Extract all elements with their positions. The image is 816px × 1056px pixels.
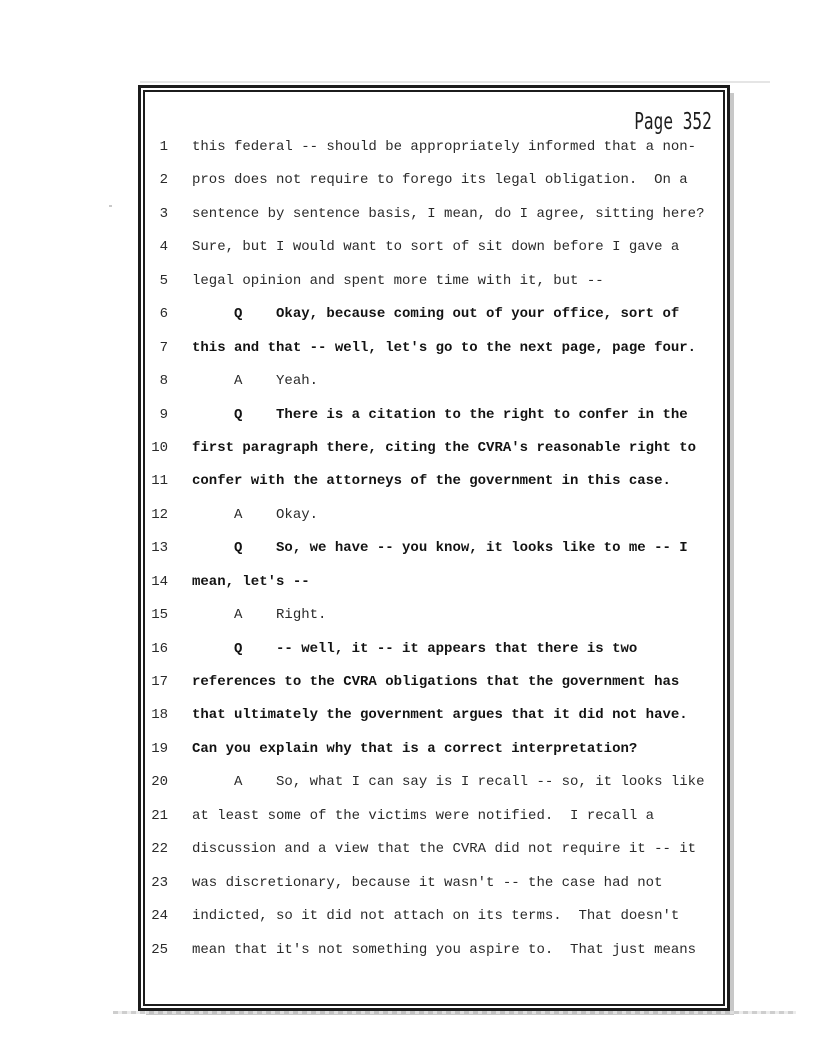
line-number: 11 [151,473,168,490]
line-number: 3 [159,205,168,222]
line-number: 19 [151,740,168,757]
line-text: A Yeah. [192,373,319,390]
line-text: A So, what I can say is I recall -- so, it looks like [192,774,705,791]
page-number-header: Page 352 [634,109,712,135]
line-text: pros does not require to forego its legal obligation. On a [192,172,688,189]
transcript-line [145,198,723,231]
line-text: Q Okay, because coming out of your office, sort of [192,306,680,323]
line-number: 25 [151,941,168,958]
line-number: 21 [151,807,168,824]
transcript-line [145,365,723,398]
line-text: this federal -- should be appropriately informed that a non- [192,139,697,155]
line-number: 12 [151,506,168,523]
line-text: Q There is a citation to the right to confer in the [192,406,688,423]
scan-artifact-bottom [113,1011,796,1014]
line-number: 16 [151,640,168,657]
transcript-line [145,633,723,666]
line-text: that ultimately the government argues that it did not have. [192,707,688,724]
line-text: indicted, so it did not attach on its terms. That doesn't [192,908,680,925]
transcript-line [145,265,723,298]
line-number: 17 [151,674,168,690]
line-text: discussion and a view that the CVRA did not require it -- it [192,841,697,858]
line-text: first paragraph there, citing the CVRA's reasonable right to [192,439,697,456]
transcript-line [145,432,723,465]
line-text: sentence by sentence basis, I mean, do I agree, sitting here? [192,205,705,222]
transcript-line [145,666,723,699]
line-number: 8 [159,373,168,390]
transcript-line [145,499,723,532]
line-number: 13 [151,540,168,557]
scan-artifact-top [140,81,770,83]
line-text: Sure, but I would want to sort of sit down before I gave a [192,239,680,256]
scan-speck [109,205,112,207]
line-text: confer with the attorneys of the government in this case. [192,473,671,490]
line-text: Q -- well, it -- it appears that there is two [192,640,638,657]
line-number: 5 [159,272,168,289]
transcript-line [145,332,723,365]
line-number: 23 [151,874,168,891]
line-number: 7 [159,339,168,356]
line-number: 24 [151,908,168,925]
line-text: mean that it's not something you aspire to. That just means [192,941,697,958]
line-text: Q So, we have -- you know, it looks like to me -- I [192,540,688,557]
line-text: was discretionary, because it wasn't -- the case had not [192,874,663,891]
line-text: this and that -- well, let's go to the next page, page four. [192,339,697,356]
line-text: A Right. [192,607,327,624]
transcript-line [145,867,723,900]
transcript-line [145,465,723,498]
line-number: 22 [151,841,168,858]
line-number: 9 [159,406,168,423]
transcript-line [145,800,723,833]
line-number: 14 [151,573,168,590]
line-text: mean, let's -- [192,573,310,590]
line-number: 20 [151,774,168,791]
transcript-line [145,833,723,866]
line-number: 1 [159,139,168,155]
line-number: 2 [159,172,168,189]
transcript-line [145,532,723,565]
line-number: 10 [151,439,168,456]
transcript-line [145,766,723,799]
line-text: at least some of the victims were notified. I recall a [192,807,655,824]
transcript-body [145,131,723,967]
transcript-line [145,699,723,732]
transcript-line [145,399,723,432]
transcript-line [145,900,723,933]
line-text: references to the CVRA obligations that the government has [192,674,680,690]
line-text: A Okay. [192,506,319,523]
line-number: 4 [159,239,168,256]
transcript-line [145,164,723,197]
line-number: 15 [151,607,168,624]
transcript-line [145,599,723,632]
line-number: 6 [159,306,168,323]
transcript-line [145,231,723,264]
transcript-line [145,733,723,766]
transcript-line [145,566,723,599]
transcript-line [145,131,723,164]
line-text: legal opinion and spent more time with it, but -- [192,272,604,289]
line-text: Can you explain why that is a correct interpretation? [192,740,638,757]
line-number: 18 [151,707,168,724]
transcript-line [145,298,723,331]
transcript-line [145,934,723,967]
